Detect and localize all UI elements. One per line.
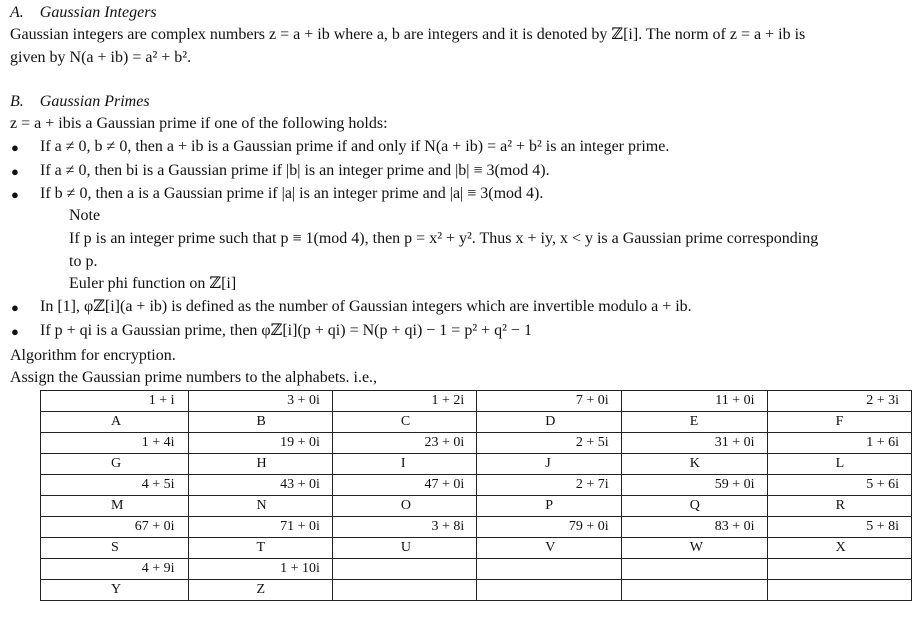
letter-cell: C: [332, 412, 476, 433]
prime-cell: 47 + 0i: [332, 475, 476, 496]
alphabet-table: [40, 390, 912, 601]
letter-cell: [767, 580, 911, 601]
table-row-letters: [41, 538, 912, 559]
prime-cell: 2 + 7i: [477, 475, 621, 496]
prime-cell: 3 + 8i: [332, 517, 476, 538]
table-row-letters: [41, 580, 912, 601]
letter-cell: [477, 580, 621, 601]
euler-title: Euler phi function on ℤ[i]: [69, 275, 237, 292]
condition-2: If a ≠ 0, then bi is a Gaussian prime if |b| is an integer prime and |b| ≡ 3(mod 4).: [40, 162, 550, 179]
bullet-dot: ●: [11, 164, 19, 179]
section-b-intro: z = a + ibis a Gaussian prime if one of the following holds:: [10, 115, 388, 132]
prime-cell: 1 + i: [41, 391, 189, 412]
prime-cell: 5 + 8i: [767, 517, 911, 538]
letter-cell: A: [41, 412, 189, 433]
letter-cell: U: [332, 538, 476, 559]
letter-cell: Y: [41, 580, 189, 601]
prime-cell: 67 + 0i: [41, 517, 189, 538]
prime-cell: [477, 559, 621, 580]
letter-cell: L: [767, 454, 911, 475]
condition-1: If a ≠ 0, b ≠ 0, then a + ib is a Gaussian prime if and only if N(a + ib) = a² + b² is an integer prime.: [40, 138, 670, 155]
letter-cell: E: [621, 412, 767, 433]
letter-cell: G: [41, 454, 189, 475]
condition-3: If b ≠ 0, then a is a Gaussian prime if |a| is an integer prime and |a| ≡ 3(mod 4).: [40, 185, 544, 202]
letter-cell: N: [188, 496, 332, 517]
bullet-dot: ●: [11, 187, 19, 202]
prime-cell: 4 + 9i: [41, 559, 189, 580]
table-row-letters: [41, 412, 912, 433]
letter-cell: V: [477, 538, 621, 559]
letter-cell: B: [188, 412, 332, 433]
algorithm-heading: Algorithm for encryption.: [10, 347, 176, 364]
letter-cell: S: [41, 538, 189, 559]
prime-cell: 7 + 0i: [477, 391, 621, 412]
letter-cell: I: [332, 454, 476, 475]
prime-cell: [332, 559, 476, 580]
prime-cell: 59 + 0i: [621, 475, 767, 496]
prime-cell: 79 + 0i: [477, 517, 621, 538]
euler-bullet-2: If p + qi is a Gaussian prime, then φℤ[i](p + qi) = N(p + qi) − 1 = p² + q² − 1: [40, 322, 532, 339]
letter-cell: W: [621, 538, 767, 559]
section-a-line-2: given by N(a + ib) = a² + b².: [10, 49, 192, 66]
letter-cell: P: [477, 496, 621, 517]
letter-cell: X: [767, 538, 911, 559]
prime-cell: 43 + 0i: [188, 475, 332, 496]
prime-cell: 5 + 6i: [767, 475, 911, 496]
prime-cell: 23 + 0i: [332, 433, 476, 454]
prime-cell: 83 + 0i: [621, 517, 767, 538]
prime-cell: 2 + 5i: [477, 433, 621, 454]
assign-text: Assign the Gaussian prime numbers to the alphabets. i.e.,: [10, 369, 378, 386]
letter-cell: [621, 580, 767, 601]
table-row-numbers: [41, 433, 912, 454]
letter-cell: T: [188, 538, 332, 559]
bullet-dot: ●: [11, 324, 19, 339]
letter-cell: F: [767, 412, 911, 433]
section-b-title: B. Gaussian Primes: [10, 93, 150, 110]
letter-cell: H: [188, 454, 332, 475]
letter-cell: [332, 580, 476, 601]
prime-cell: 1 + 2i: [332, 391, 476, 412]
letter-cell: Q: [621, 496, 767, 517]
letter-cell: O: [332, 496, 476, 517]
letter-cell: K: [621, 454, 767, 475]
prime-cell: 11 + 0i: [621, 391, 767, 412]
note-line-2: to p.: [69, 253, 98, 270]
note-title: Note: [69, 207, 101, 224]
section-a-title: A. Gaussian Integers: [10, 4, 157, 21]
prime-cell: 71 + 0i: [188, 517, 332, 538]
table-row-numbers: [41, 559, 912, 580]
table-row-numbers: [41, 391, 912, 412]
prime-cell: 3 + 0i: [188, 391, 332, 412]
prime-cell: [767, 559, 911, 580]
bullet-dot: ●: [11, 300, 19, 315]
table-row-numbers: [41, 475, 912, 496]
bullet-dot: ●: [11, 140, 19, 155]
table-row-letters: [41, 454, 912, 475]
table-row-numbers: [41, 517, 912, 538]
letter-cell: Z: [188, 580, 332, 601]
table-row-letters: [41, 496, 912, 517]
prime-cell: 19 + 0i: [188, 433, 332, 454]
note-line-1: If p is an integer prime such that p ≡ 1(mod 4), then p = x² + y². Thus x + iy, x < y is a Gaussian prime corresponding: [69, 230, 819, 247]
prime-cell: 31 + 0i: [621, 433, 767, 454]
prime-cell: [621, 559, 767, 580]
prime-cell: 1 + 10i: [188, 559, 332, 580]
letter-cell: D: [477, 412, 621, 433]
letter-cell: M: [41, 496, 189, 517]
letter-cell: R: [767, 496, 911, 517]
prime-cell: 2 + 3i: [767, 391, 911, 412]
letter-cell: J: [477, 454, 621, 475]
prime-cell: 4 + 5i: [41, 475, 189, 496]
section-a-line-1: Gaussian integers are complex numbers z = a + ib where a, b are integers and it is denoted by ℤ[i]. The norm of z = a + ib is: [10, 26, 806, 43]
prime-cell: 1 + 6i: [767, 433, 911, 454]
euler-bullet-1: In [1], φℤ[i](a + ib) is defined as the number of Gaussian integers which are invertible modulo a + ib.: [40, 298, 692, 315]
prime-cell: 1 + 4i: [41, 433, 189, 454]
